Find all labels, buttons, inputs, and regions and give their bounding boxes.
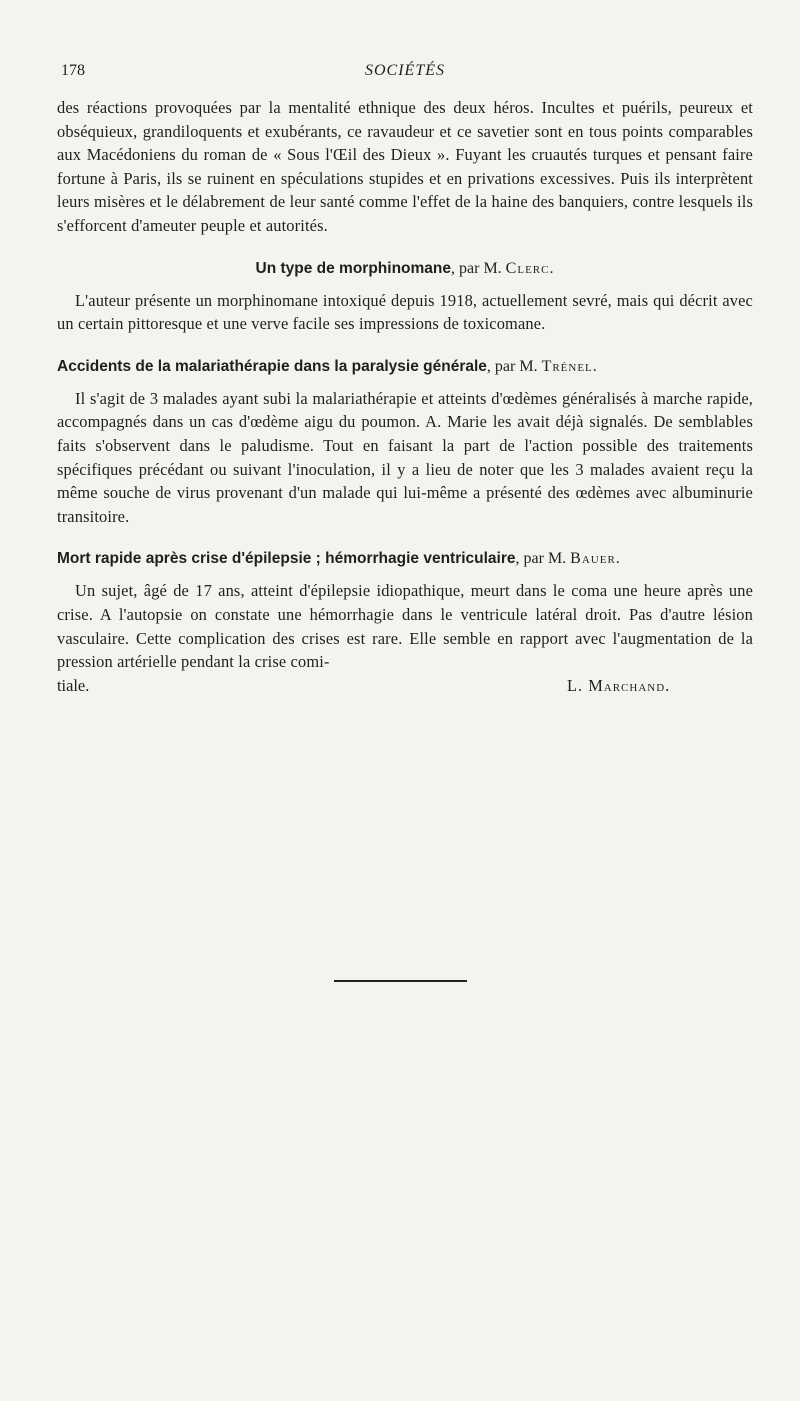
author-prefix: , par M. bbox=[451, 259, 506, 277]
page bbox=[57, 56, 753, 698]
abstract-title: Mort rapide après crise d'épilepsie ; hémorrhagie ventriculaire bbox=[57, 550, 516, 568]
abstract-title: Accidents de la malariathérapie dans la paralysie générale bbox=[57, 357, 487, 375]
abstract-body-malariatherapie: Il s'agit de 3 malades ayant subi la malariathérapie et atteints d'œdèmes généralisés à marche rapide, accompagnés dans un cas d'œdème aigu du poumon. A. Marie les avait déjà signalés. De semblables faits s'observent dans le paludisme. Tout en faisant la part de l'action possible des traitements spécifiques précédant ou suivant l'inoculation, il y a lieu de noter que les 3 malades avaient reçu la même souche de virus provenant d'un malade qui lui-même a présenté des œdèmes avec albuminurie transitoire. bbox=[57, 388, 753, 526]
page-number: 178 bbox=[61, 62, 85, 79]
abstract-body-epilepsie: Un sujet, âgé de 17 ans, atteint d'épilepsie idiopathique, meurt dans le coma une heure après une crise. A l'autopsie on constate une hémorrhagie dans le ventricule latéral droit. Pas d'autre lésion vasculaire. Cette complication des crises est rare. Elle semble en rapport avec l'augmentation de la pression artérielle pendant la crise comi- bbox=[57, 581, 753, 672]
section-title: SOCIÉTÉS bbox=[365, 62, 445, 79]
abstract-heading-malariatherapie bbox=[57, 355, 753, 379]
signature-line bbox=[57, 674, 753, 698]
author-name: Clerc. bbox=[505, 259, 555, 277]
end-rule bbox=[334, 980, 467, 982]
abstract-body-morphinomane: L'auteur présente un morphinomane intoxiqué depuis 1918, actuellement sevré, mais qui décrit avec un certain pittoresque et une verve facile ses impressions de toxicomane. bbox=[57, 290, 753, 334]
running-head bbox=[57, 56, 753, 86]
abstract-title: Un type de morphinomane bbox=[255, 259, 452, 277]
intro-paragraph: des réactions provoquées par la mentalité ethnique des deux héros. Incultes et puérils, peureux et obséquieux, grandiloquents et exubérants, ce ravaudeur et ce savetier sont en tous points comparables aux Macédoniens du roman de « Sous l'Œil des Dieux ». Fuyant les cruautés turques et pensant faire fortune à Paris, ils se ruinent en spéculations stupides et en privations excessives. Puis ils interprètent leurs misères et le délabrement de leur santé comme l'effet de la haine des banquiers, contre lesquels ils s'efforcent d'ameuter peuple et autorités. bbox=[57, 98, 753, 235]
abstract-body-tail: tiale. bbox=[57, 675, 90, 695]
author-name: Bauer. bbox=[570, 550, 621, 568]
author-prefix: , par M. bbox=[515, 550, 571, 568]
author-name: Trénel. bbox=[541, 357, 598, 375]
abstract-heading-morphinomane bbox=[57, 257, 753, 281]
author-signature: L. Marchand. bbox=[567, 675, 671, 695]
author-prefix: , par M. bbox=[486, 357, 542, 375]
abstract-heading-epilepsie bbox=[57, 547, 753, 571]
